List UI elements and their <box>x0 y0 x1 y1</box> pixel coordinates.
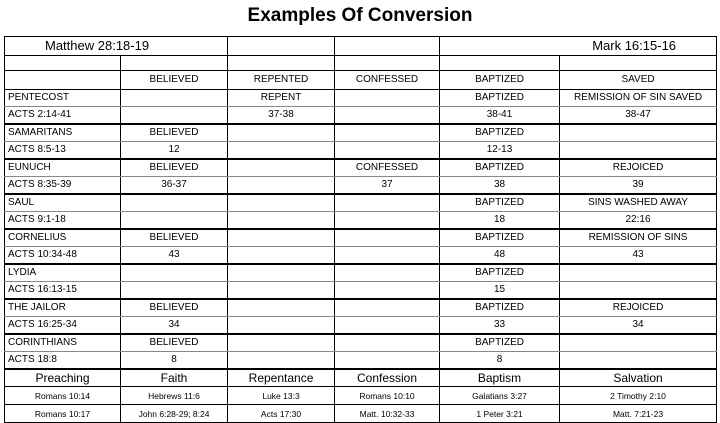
example-label-cell: SINS WASHED AWAY <box>560 194 717 212</box>
spacer-cell <box>335 56 440 71</box>
footer-heading: Repentance <box>228 369 335 387</box>
page-title: Examples Of Conversion <box>247 5 473 26</box>
footer-scripture-row <box>5 387 717 405</box>
example-name: CORINTHIANS <box>5 334 121 352</box>
example-label-cell <box>121 264 228 282</box>
example-label-cell: REMISSION OF SIN SAVED <box>560 90 717 107</box>
example-label-cell <box>228 124 335 142</box>
example-verse-cell: 38-47 <box>560 107 717 125</box>
example-label-cell: REPENT <box>228 90 335 107</box>
example-name: PENTECOST <box>5 90 121 107</box>
example-label-cell <box>335 124 440 142</box>
example-verse-cell <box>228 352 335 370</box>
example-verse-cell <box>335 317 440 335</box>
example-label-row <box>5 264 717 282</box>
example-reference: ACTS 10:34-48 <box>5 247 121 265</box>
example-verse-cell: 34 <box>121 317 228 335</box>
example-label-cell <box>335 264 440 282</box>
footer-heading-row <box>5 369 717 387</box>
example-name: SAMARITANS <box>5 124 121 142</box>
reference-spacer-cell <box>335 37 440 56</box>
example-verse-cell <box>560 142 717 160</box>
example-label-cell: BELIEVED <box>121 159 228 177</box>
footer-scripture: Acts 17:30 <box>228 405 335 423</box>
example-verse-cell <box>335 142 440 160</box>
footer-scripture: 2 Timothy 2:10 <box>560 387 717 405</box>
example-verse-cell: 48 <box>440 247 560 265</box>
example-label-row <box>5 299 717 317</box>
example-verse-cell: 18 <box>440 212 560 230</box>
example-label-cell: REJOICED <box>560 299 717 317</box>
example-reference: ACTS 8:35-39 <box>5 177 121 195</box>
example-name: SAUL <box>5 194 121 212</box>
example-verse-cell <box>228 212 335 230</box>
example-label-row <box>5 159 717 177</box>
example-verse-cell <box>335 282 440 300</box>
spacer-cell <box>560 56 717 71</box>
column-header-row <box>5 71 717 90</box>
example-label-cell: BAPTIZED <box>440 159 560 177</box>
example-label-cell: BAPTIZED <box>440 299 560 317</box>
example-label-cell: BELIEVED <box>121 334 228 352</box>
example-label-cell: BELIEVED <box>121 299 228 317</box>
example-label-cell <box>560 334 717 352</box>
example-label-cell <box>228 159 335 177</box>
example-label-cell <box>121 90 228 107</box>
example-label-cell: BAPTIZED <box>440 90 560 107</box>
example-verse-cell <box>560 282 717 300</box>
example-verse-cell: 37-38 <box>228 107 335 125</box>
footer-scripture: John 6:28-29; 8:24 <box>121 405 228 423</box>
spacer-cell <box>228 56 335 71</box>
example-verse-cell <box>228 317 335 335</box>
example-verse-cell <box>560 352 717 370</box>
example-label-cell: BAPTIZED <box>440 264 560 282</box>
example-verse-row <box>5 107 717 125</box>
example-verse-cell <box>228 177 335 195</box>
example-label-cell: BAPTIZED <box>440 334 560 352</box>
example-label-cell: CONFESSED <box>335 159 440 177</box>
footer-heading: Confession <box>335 369 440 387</box>
example-name: EUNUCH <box>5 159 121 177</box>
example-label-cell <box>228 264 335 282</box>
footer-scripture: Luke 13:3 <box>228 387 335 405</box>
example-verse-cell <box>228 142 335 160</box>
example-verse-row <box>5 352 717 370</box>
example-label-row <box>5 194 717 212</box>
example-label-cell: REJOICED <box>560 159 717 177</box>
example-label-cell: BAPTIZED <box>440 194 560 212</box>
column-header: REPENTED <box>228 71 335 90</box>
reference-left: Matthew 28:18-19 <box>5 37 228 56</box>
example-verse-cell: 12-13 <box>440 142 560 160</box>
example-verse-cell <box>228 282 335 300</box>
example-verse-cell: 37 <box>335 177 440 195</box>
example-verse-cell <box>335 212 440 230</box>
example-name: CORNELIUS <box>5 229 121 247</box>
example-label-cell <box>228 229 335 247</box>
examples-body <box>5 90 717 370</box>
example-label-cell: BELIEVED <box>121 124 228 142</box>
example-verse-cell <box>335 107 440 125</box>
example-verse-cell: 8 <box>121 352 228 370</box>
example-label-cell <box>335 90 440 107</box>
example-verse-row <box>5 317 717 335</box>
column-header: SAVED <box>560 71 717 90</box>
example-verse-cell: 39 <box>560 177 717 195</box>
footer-scripture: Hebrews 11:6 <box>121 387 228 405</box>
spacer-cell <box>121 56 228 71</box>
footer-scripture: Matt. 7:21-23 <box>560 405 717 423</box>
example-reference: ACTS 16:13-15 <box>5 282 121 300</box>
example-verse-row <box>5 282 717 300</box>
example-name: THE JAILOR <box>5 299 121 317</box>
header-corner <box>5 71 121 90</box>
example-reference: ACTS 2:14-41 <box>5 107 121 125</box>
example-verse-row <box>5 247 717 265</box>
example-label-cell: BELIEVED <box>121 229 228 247</box>
footer-scripture: Romans 10:14 <box>5 387 121 405</box>
example-verse-cell: 36-37 <box>121 177 228 195</box>
example-label-cell <box>335 334 440 352</box>
example-label-row <box>5 124 717 142</box>
column-header: CONFESSED <box>335 71 440 90</box>
spacer-cell <box>440 56 560 71</box>
column-header: BELIEVED <box>121 71 228 90</box>
footer-scripture: 1 Peter 3:21 <box>440 405 560 423</box>
reference-row <box>5 37 717 56</box>
example-verse-cell <box>121 212 228 230</box>
spacer-cell <box>5 56 121 71</box>
example-verse-cell <box>121 107 228 125</box>
example-label-row <box>5 90 717 107</box>
example-reference: ACTS 9:1-18 <box>5 212 121 230</box>
example-label-cell <box>228 299 335 317</box>
example-verse-cell: 8 <box>440 352 560 370</box>
example-verse-cell: 33 <box>440 317 560 335</box>
reference-right: Mark 16:15-16 <box>440 37 717 56</box>
example-label-cell: REMISSION OF SINS <box>560 229 717 247</box>
footer-scripture: Matt. 10:32-33 <box>335 405 440 423</box>
example-verse-cell: 38 <box>440 177 560 195</box>
reference-spacer-cell <box>228 37 335 56</box>
example-reference: ACTS 16:25-34 <box>5 317 121 335</box>
example-verse-row <box>5 212 717 230</box>
example-verse-cell: 12 <box>121 142 228 160</box>
example-reference: ACTS 18:8 <box>5 352 121 370</box>
example-verse-cell: 38-41 <box>440 107 560 125</box>
example-label-cell <box>335 229 440 247</box>
example-verse-cell: 34 <box>560 317 717 335</box>
footer-heading: Preaching <box>5 369 121 387</box>
example-label-cell: BAPTIZED <box>440 124 560 142</box>
example-label-cell <box>560 264 717 282</box>
example-name: LYDIA <box>5 264 121 282</box>
example-verse-cell <box>335 352 440 370</box>
example-label-cell <box>335 194 440 212</box>
example-label-cell <box>335 299 440 317</box>
example-verse-cell: 15 <box>440 282 560 300</box>
footer-scripture: Galatians 3:27 <box>440 387 560 405</box>
example-verse-cell: 22:16 <box>560 212 717 230</box>
example-label-row <box>5 229 717 247</box>
example-verse-cell: 43 <box>121 247 228 265</box>
footer-heading: Salvation <box>560 369 717 387</box>
footer-scripture-row <box>5 405 717 423</box>
footer-scripture: Romans 10:17 <box>5 405 121 423</box>
footer-heading: Baptism <box>440 369 560 387</box>
example-verse-row <box>5 142 717 160</box>
example-label-cell <box>228 334 335 352</box>
example-label-cell <box>121 194 228 212</box>
footer-scripture: Romans 10:10 <box>335 387 440 405</box>
example-label-row <box>5 334 717 352</box>
conversion-table <box>4 36 717 423</box>
column-header: BAPTIZED <box>440 71 560 90</box>
example-reference: ACTS 8:5-13 <box>5 142 121 160</box>
example-verse-cell: 43 <box>560 247 717 265</box>
footer-heading: Faith <box>121 369 228 387</box>
example-verse-row <box>5 177 717 195</box>
example-label-cell <box>560 124 717 142</box>
spacer-row <box>5 56 717 71</box>
example-label-cell: BAPTIZED <box>440 229 560 247</box>
example-verse-cell <box>228 247 335 265</box>
example-label-cell <box>228 194 335 212</box>
example-verse-cell <box>121 282 228 300</box>
example-verse-cell <box>335 247 440 265</box>
